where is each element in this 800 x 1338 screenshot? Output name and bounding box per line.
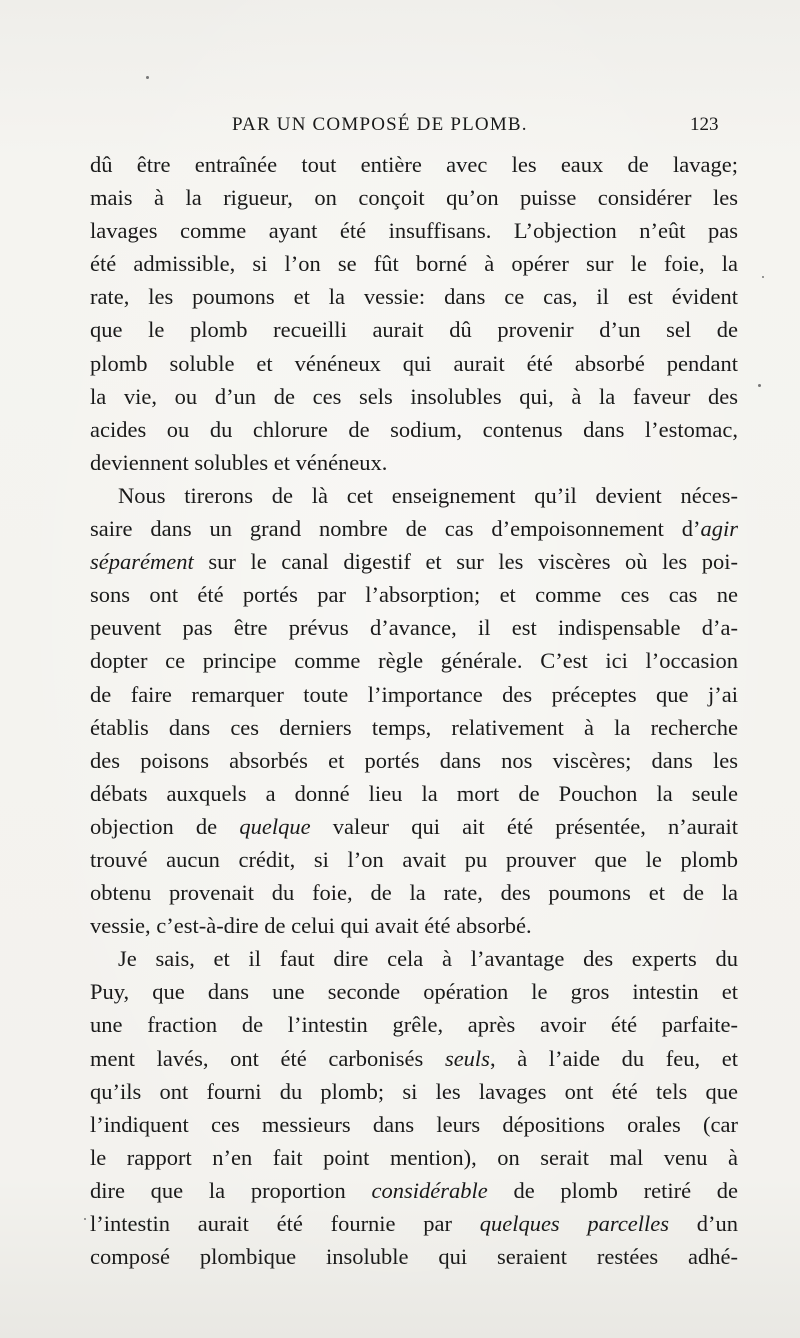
text-segment: l’indiquent ces messieurs dans leurs dépositions orales (car xyxy=(90,1111,738,1137)
text-segment: sur le canal digestif et sur les viscères où les poi- xyxy=(193,549,738,575)
running-title: PAR UN COMPOSÉ DE PLOMB. xyxy=(232,114,528,135)
text-segment: objection de xyxy=(90,813,240,839)
page-number: 123 xyxy=(690,114,719,135)
text-segment: de plomb retiré de xyxy=(487,1177,738,1203)
text-line xyxy=(90,1008,738,1041)
text-line xyxy=(90,247,738,280)
text-segment: le rapport n’en fait point mention), on serait mal venu à xyxy=(90,1144,738,1170)
italic-text: quelques parcelles xyxy=(479,1211,670,1236)
text-line xyxy=(90,380,738,413)
text-line xyxy=(90,942,738,975)
body-text xyxy=(90,148,738,1273)
ink-speck xyxy=(762,276,764,278)
text-line xyxy=(90,578,738,611)
text-segment: lavages comme ayant été insuffisans. L’objection n’eût pas xyxy=(90,218,738,244)
text-segment: de faire remarquer toute l’importance des préceptes que j’ai xyxy=(90,681,738,707)
text-segment: ment lavés, ont été carbonisés xyxy=(90,1045,445,1071)
text-segment: dopter ce principe comme règle générale. C’est ici l’occasion xyxy=(90,648,738,674)
text-line xyxy=(90,1042,738,1075)
text-segment: valeur qui ait été présentée, n’aurait xyxy=(310,813,738,839)
text-segment: trouvé aucun crédit, si l’on avait pu prouver que le plomb xyxy=(90,846,738,872)
text-line xyxy=(90,876,738,909)
text-line xyxy=(90,843,738,876)
ink-speck xyxy=(758,384,761,387)
text-line xyxy=(90,711,738,744)
text-segment: débats auxquels a donné lieu la mort de Pouchon la seule xyxy=(90,780,738,806)
ink-speck xyxy=(84,1218,86,1220)
text-segment: établis dans ces derniers temps, relativement à la recherche xyxy=(90,714,738,740)
text-line xyxy=(90,446,738,479)
text-segment: deviennent solubles et vénéneux. xyxy=(90,449,388,475)
text-line xyxy=(90,313,738,346)
text-segment: l’intestin aurait été fournie par xyxy=(90,1211,480,1236)
text-line xyxy=(90,909,738,942)
running-head xyxy=(0,112,800,142)
text-segment: rate, les poumons et la vessie: dans ce cas, il est évident xyxy=(90,284,738,310)
text-segment: sons ont été portés par l’absorption; et comme ces cas ne xyxy=(90,582,738,608)
text-line xyxy=(90,1075,738,1108)
text-line xyxy=(90,214,738,247)
text-segment: Puy, que dans une seconde opération le gros intestin et xyxy=(90,979,738,1005)
text-segment: Nous tirerons de là cet enseignement qu’il devient néces- xyxy=(118,482,738,508)
italic-text: seuls xyxy=(444,1045,490,1071)
text-line xyxy=(90,611,738,644)
text-line xyxy=(90,975,738,1008)
text-line xyxy=(90,181,738,214)
text-segment: plomb soluble et vénéneux qui aurait été absorbé pendant xyxy=(90,350,738,376)
text-line xyxy=(90,413,738,446)
text-segment: acides ou du chlorure de sodium, contenus dans l’estomac, xyxy=(90,416,738,442)
text-line xyxy=(90,678,738,711)
italic-text: agir xyxy=(700,516,738,542)
text-line xyxy=(90,1207,738,1240)
ink-speck xyxy=(146,76,149,79)
italic-text: séparément xyxy=(90,549,194,575)
text-segment: qu’ils ont fourni du plomb; si les lavages ont été tels que xyxy=(90,1078,738,1104)
text-segment: dû être entraînée tout entière avec les eaux de lavage; xyxy=(90,152,738,177)
text-segment: vessie, c’est-à-dire de celui qui avait été absorbé. xyxy=(90,913,532,939)
text-line xyxy=(90,347,738,380)
text-segment: obtenu provenait du foie, de la rate, des poumons et de la xyxy=(90,880,738,906)
text-segment: que le plomb recueilli aurait dû provenir d’un sel de xyxy=(90,317,738,343)
text-segment: une fraction de l’intestin grêle, après avoir été parfaite- xyxy=(90,1012,738,1038)
text-line xyxy=(90,744,738,777)
text-line xyxy=(90,810,738,843)
text-line xyxy=(90,1141,738,1174)
text-segment: été admissible, si l’on se fût borné à opérer sur le foie, la xyxy=(90,251,738,277)
text-line xyxy=(90,280,738,313)
text-segment: des poisons absorbés et portés dans nos viscères; dans les xyxy=(90,747,738,773)
text-segment: composé plombique insoluble qui seraient restées adhé- xyxy=(90,1244,738,1270)
text-segment: dire que la proportion xyxy=(90,1177,372,1203)
text-segment: peuvent pas être prévus d’avance, il est indispensable d’a- xyxy=(90,615,738,641)
text-line xyxy=(90,479,738,512)
text-line xyxy=(90,1240,738,1273)
text-segment: la vie, ou d’un de ces sels insolubles qui, à la faveur des xyxy=(90,383,738,409)
text-segment: Je sais, et il faut dire cela à l’avantage des experts du xyxy=(118,946,738,972)
text-line xyxy=(90,1108,738,1141)
text-segment: mais à la rigueur, on conçoit qu’on puisse considérer les xyxy=(90,185,738,211)
text-line xyxy=(90,644,738,677)
text-segment: d’un xyxy=(669,1211,739,1236)
text-line xyxy=(90,148,738,181)
text-line xyxy=(90,512,738,545)
italic-text: considérable xyxy=(371,1177,488,1203)
italic-text: quelque xyxy=(239,813,311,839)
text-line xyxy=(90,777,738,810)
text-segment: saire dans un grand nombre de cas d’empoisonnement d’ xyxy=(90,516,701,542)
text-segment: , à l’aide du feu, et xyxy=(489,1045,739,1071)
text-line xyxy=(90,545,738,578)
text-line xyxy=(90,1174,738,1207)
